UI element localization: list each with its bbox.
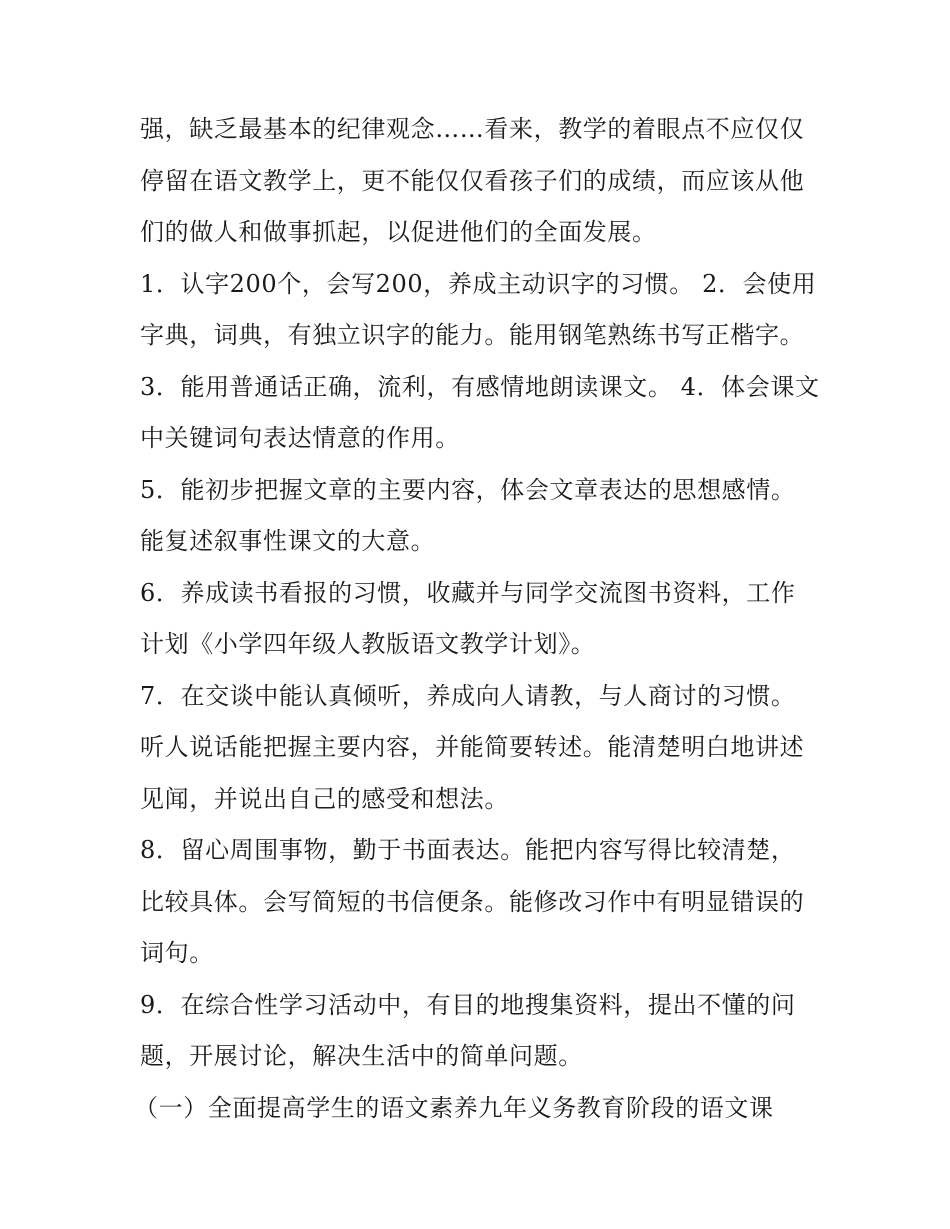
paragraph-goal-9: 9．在综合性学习活动中，有目的地搜集资料，提出不懂的问题，开展讨论，解决生活中的简单问题。 (140, 990, 796, 1070)
paragraph-goal-7: 7．在交谈中能认真倾听，养成向人请教，与人商讨的习惯。听人说话能把握主要内容，并能简要转述。能清楚明白地讲述见闻，并说出自己的感受和想法。 (140, 681, 805, 813)
paragraph-goal-5: 5．能初步把握文章的主要内容，体会文章表达的思想感情。能复述叙事性课文的大意。 (140, 475, 796, 555)
paragraph-section-heading: （一）全面提高学生的语文素养九年义务教育阶段的语文课 (134, 1093, 774, 1122)
paragraph-goal-1-2: 1．认字200个，会写200，养成主动识字的习惯。 2．会使用字典，词典，有独立识字的能力。能用钢笔熟练书写正楷字。 (140, 269, 817, 349)
paragraph-goal-8: 8．留心周围事物，勤于书面表达。能把内容写得比较清楚，比较具体。会写简短的书信便条。能修改习作中有明显错误的词句。 (140, 836, 805, 967)
paragraph-intro: 强，缺乏最基本的纪律观念……看来，教学的着眼点不应仅仅停留在语文教学上，更不能仅仅看孩子们的成绩，而应该从他们的做人和做事抓起，以促进他们的全面发展。 (140, 115, 805, 246)
paragraph-goal-6: 6．养成读书看报的习惯，收藏并与同学交流图书资料，工作计划《小学四年级人教版语文教学计划》。 (140, 578, 796, 658)
document-body (134, 104, 820, 1134)
paragraph-goal-3-4: 3．能用普通话正确，流利，有感情地朗读课文。 4．体会课文中关键词句表达情意的作用。 (140, 372, 820, 452)
